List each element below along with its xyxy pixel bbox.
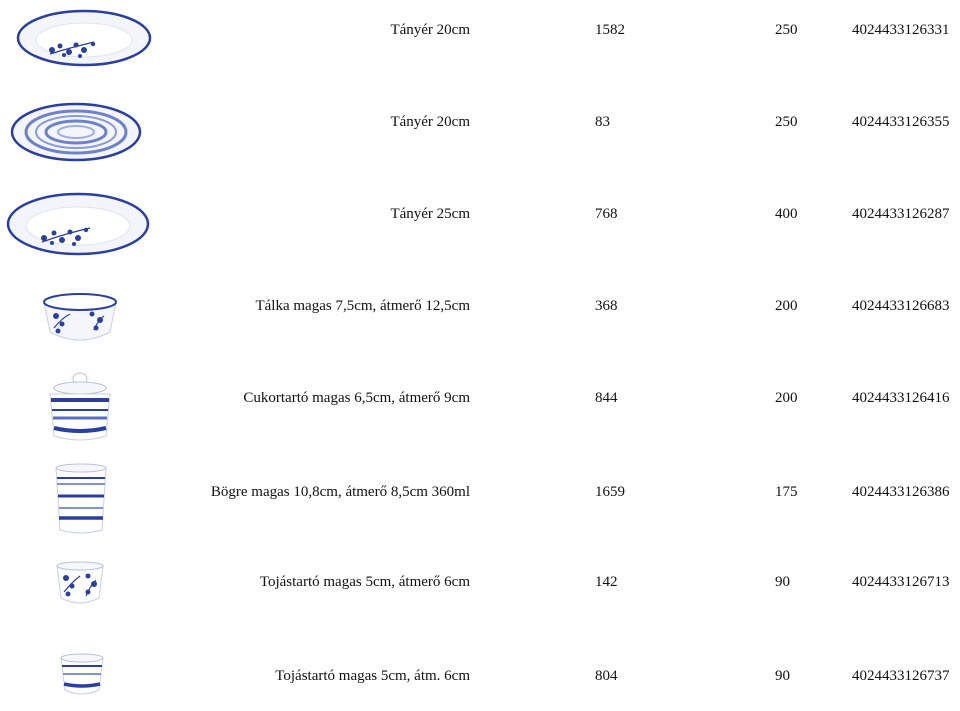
product-ean: 4024433126683 [852, 298, 950, 314]
product-qty: 1659 [595, 484, 625, 500]
product-name: Cukortartó magas 6,5cm, átmerő 9cm [243, 390, 470, 406]
product-weight: 90 [775, 668, 790, 684]
product-name: Bögre magas 10,8cm, átmerő 8,5cm 360ml [210, 484, 470, 500]
product-row [0, 460, 960, 552]
product-name: Tányér 20cm [390, 22, 470, 38]
plate-rings-icon [0, 92, 160, 184]
product-row [0, 368, 960, 460]
product-ean: 4024433126713 [852, 574, 950, 590]
product-row [0, 92, 960, 184]
product-row [0, 644, 960, 711]
egg-cup-floral-icon [0, 552, 160, 644]
product-name: Tányér 25cm [390, 206, 470, 222]
product-weight: 90 [775, 574, 790, 590]
sugar-bowl-stripes-icon [0, 368, 160, 460]
bowl-floral-icon [0, 276, 160, 368]
plate-floral-icon [0, 0, 160, 92]
product-qty: 142 [595, 574, 618, 590]
product-qty: 83 [595, 114, 610, 130]
product-row [0, 0, 960, 92]
product-name: Tojástartó magas 5cm, átm. 6cm [275, 668, 470, 684]
plate-floral-icon [0, 184, 160, 276]
product-weight: 250 [775, 114, 798, 130]
product-weight: 175 [775, 484, 798, 500]
product-name: Tálka magas 7,5cm, átmerő 12,5cm [255, 298, 470, 314]
product-ean: 4024433126331 [852, 22, 950, 38]
product-qty: 804 [595, 668, 618, 684]
product-weight: 200 [775, 298, 798, 314]
product-ean: 4024433126416 [852, 390, 950, 406]
product-row [0, 552, 960, 644]
product-name: Tányér 20cm [390, 114, 470, 130]
product-qty: 844 [595, 390, 618, 406]
product-ean: 4024433126386 [852, 484, 950, 500]
product-ean: 4024433126737 [852, 668, 950, 684]
product-qty: 768 [595, 206, 618, 222]
product-ean: 4024433126355 [852, 114, 950, 130]
product-row [0, 184, 960, 276]
product-qty: 1582 [595, 22, 625, 38]
product-weight: 200 [775, 390, 798, 406]
product-weight: 400 [775, 206, 798, 222]
product-row [0, 276, 960, 368]
product-qty: 368 [595, 298, 618, 314]
product-name: Tojástartó magas 5cm, átmerő 6cm [259, 574, 470, 590]
egg-cup-stripes-icon [0, 644, 160, 711]
mug-stripes-icon [0, 460, 160, 552]
product-ean: 4024433126287 [852, 206, 950, 222]
product-weight: 250 [775, 22, 798, 38]
